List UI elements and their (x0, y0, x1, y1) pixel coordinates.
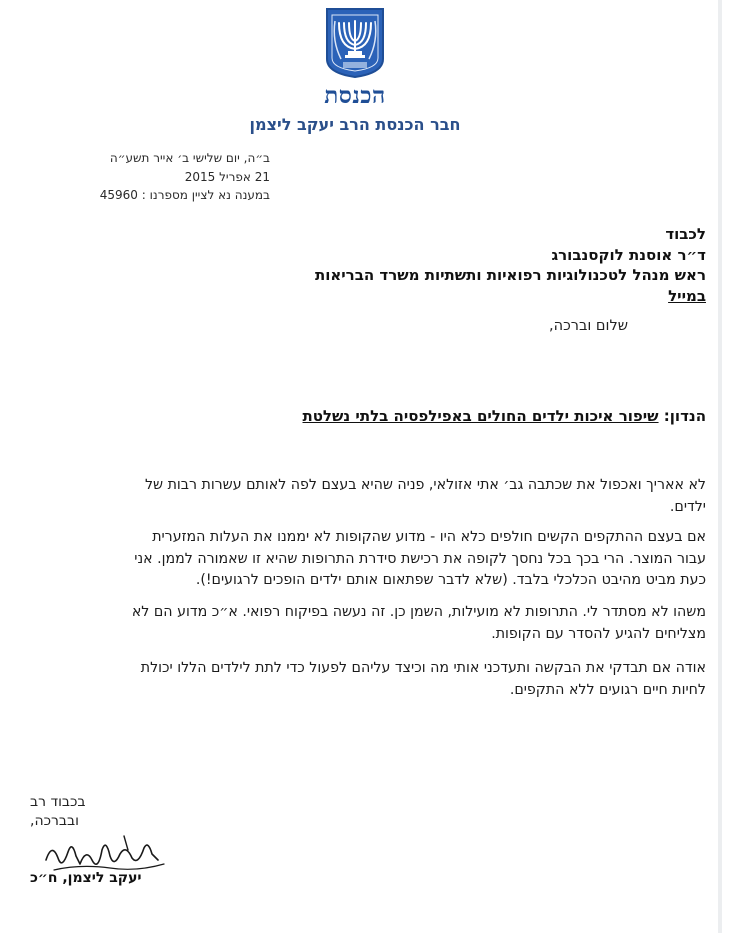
body-paragraph-2 (44, 527, 706, 592)
text-line: ילדים. (669, 498, 706, 515)
body-paragraph-1 (44, 475, 706, 518)
gregorian-date: 21 אפריל 2015 (184, 169, 270, 184)
text-line: כעת מביט מהיבט הכלכלי בלבד. (שלא לדבר שפתאום אותם ילדים הופכים לרגועים!). (195, 572, 706, 588)
subject-line (140, 407, 706, 425)
subject-text: שיפור איכות ילדים החולים באפילפסיה בלתי נשלטת (302, 407, 659, 425)
text-line: לא אאריך ואכפול את שכתבה גב׳ אתי אזולאי, פניה שהיא בעצם לפה לאותם עשרות רבות של (144, 477, 706, 493)
body-paragraph-4 (44, 658, 706, 701)
delivery-method: במייל (668, 286, 706, 305)
recipient-address (220, 224, 706, 306)
page-edge (718, 0, 722, 933)
recipient-name: ד״ר אוסנת לוקסנבורג (551, 245, 706, 264)
signer-name: יעקב ליצמן, ח״כ (30, 870, 142, 886)
text-line: עבור המוצר. הרי בכך בכל נחסך לקופה את רכישת סידרת התרופות שהיא זו שאמורה לממן. אני (134, 550, 706, 567)
greeting: שלום וברכה, (549, 318, 628, 334)
text-line: מצליחים להגיע להסדר עם הקופות. (491, 625, 706, 642)
hebrew-date: ב״ה, יום שלישי ב׳ אייר תשע״ה (109, 151, 270, 165)
closing-block (30, 793, 170, 831)
letter-meta (30, 149, 270, 205)
address-to: לכבוד (665, 225, 706, 243)
letterhead-title: הכנסת (324, 82, 386, 109)
text-line: אם בעצם ההתקפים הקשים חולפים כלא היו - מדוע שהקופות לא יממנו את העלות המזערית (152, 529, 706, 545)
text-line: משהו לא מסתדר לי. התרופות לא מועילות, השמן כן. זה נעשה בפיקוח רפואי. א״כ מדוע הם לא (131, 604, 706, 620)
letterhead-member-line: חבר הכנסת הרב יעקב ליצמן (249, 115, 461, 134)
body-paragraph-3 (44, 602, 706, 645)
subject-label: הנדון: (663, 407, 706, 425)
knesset-emblem-icon (323, 7, 387, 79)
text-line: לחיות חיים רגועים ללא התקפים. (509, 681, 706, 698)
recipient-role: ראש מנהל לטכנולוגיות רפואיות ותשתיות משרד הבריאות (314, 266, 706, 284)
closing-line-1: בכבוד רב (30, 794, 86, 810)
text-line: אודה אם תבדקי את הבקשה ותעדכני אותי מה וכיצד עליהם לפעול כדי לתת לילדים הללו יכולת (140, 660, 706, 676)
closing-line-2: ובברכה, (30, 813, 79, 829)
reference-number: במענה נא לציין מספרנו : 45960 (99, 188, 270, 202)
